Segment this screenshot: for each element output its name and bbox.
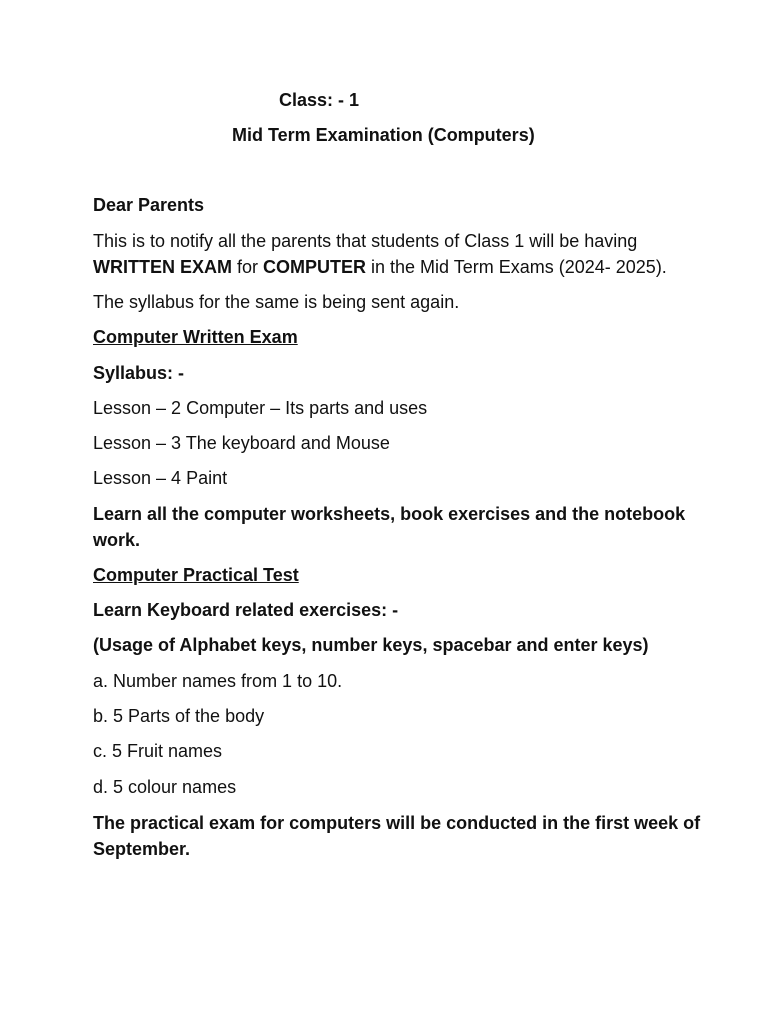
written-exam-heading: Computer Written Exam — [93, 327, 298, 347]
notice-line-2 — [93, 254, 667, 280]
salutation: Dear Parents — [93, 195, 205, 215]
practical-test-heading: Computer Practical Test — [93, 565, 299, 585]
computer-emphasis: COMPUTER — [263, 257, 367, 277]
practical-schedule-note: The practical exam for computers will be conducted in the first week of September. — [93, 813, 701, 859]
practical-item: b. 5 Parts of the body — [93, 706, 265, 726]
practical-item: d. 5 colour names — [93, 777, 237, 797]
keyboard-label: Learn Keyboard related exercises: - — [93, 600, 399, 620]
lesson-item: Lesson – 2 Computer – Its parts and uses — [93, 398, 428, 418]
notice-line-1: This is to notify all the parents that students of Class 1 will be having — [93, 231, 638, 251]
syllabus-sent-note: The syllabus for the same is being sent again. — [93, 292, 460, 312]
exam-title: Mid Term Examination (Computers) — [232, 125, 535, 145]
lesson-item: Lesson – 4 Paint — [93, 468, 228, 488]
keys-note: (Usage of Alphabet keys, number keys, spacebar and enter keys) — [93, 635, 649, 655]
written-exam-emphasis: WRITTEN EXAM — [93, 257, 232, 277]
written-exam-instruction: Learn all the computer worksheets, book exercises and the notebook work. — [93, 504, 686, 550]
lesson-item: Lesson – 3 The keyboard and Mouse — [93, 433, 390, 453]
practical-item: a. Number names from 1 to 10. — [93, 671, 343, 691]
notice-for: for — [232, 257, 264, 277]
practical-item: c. 5 Fruit names — [93, 741, 223, 761]
syllabus-label: Syllabus: - — [93, 363, 185, 383]
notice-rest: in the Mid Term Exams (2024- 2025). — [366, 257, 667, 277]
class-line: Class: - 1 — [279, 90, 360, 110]
